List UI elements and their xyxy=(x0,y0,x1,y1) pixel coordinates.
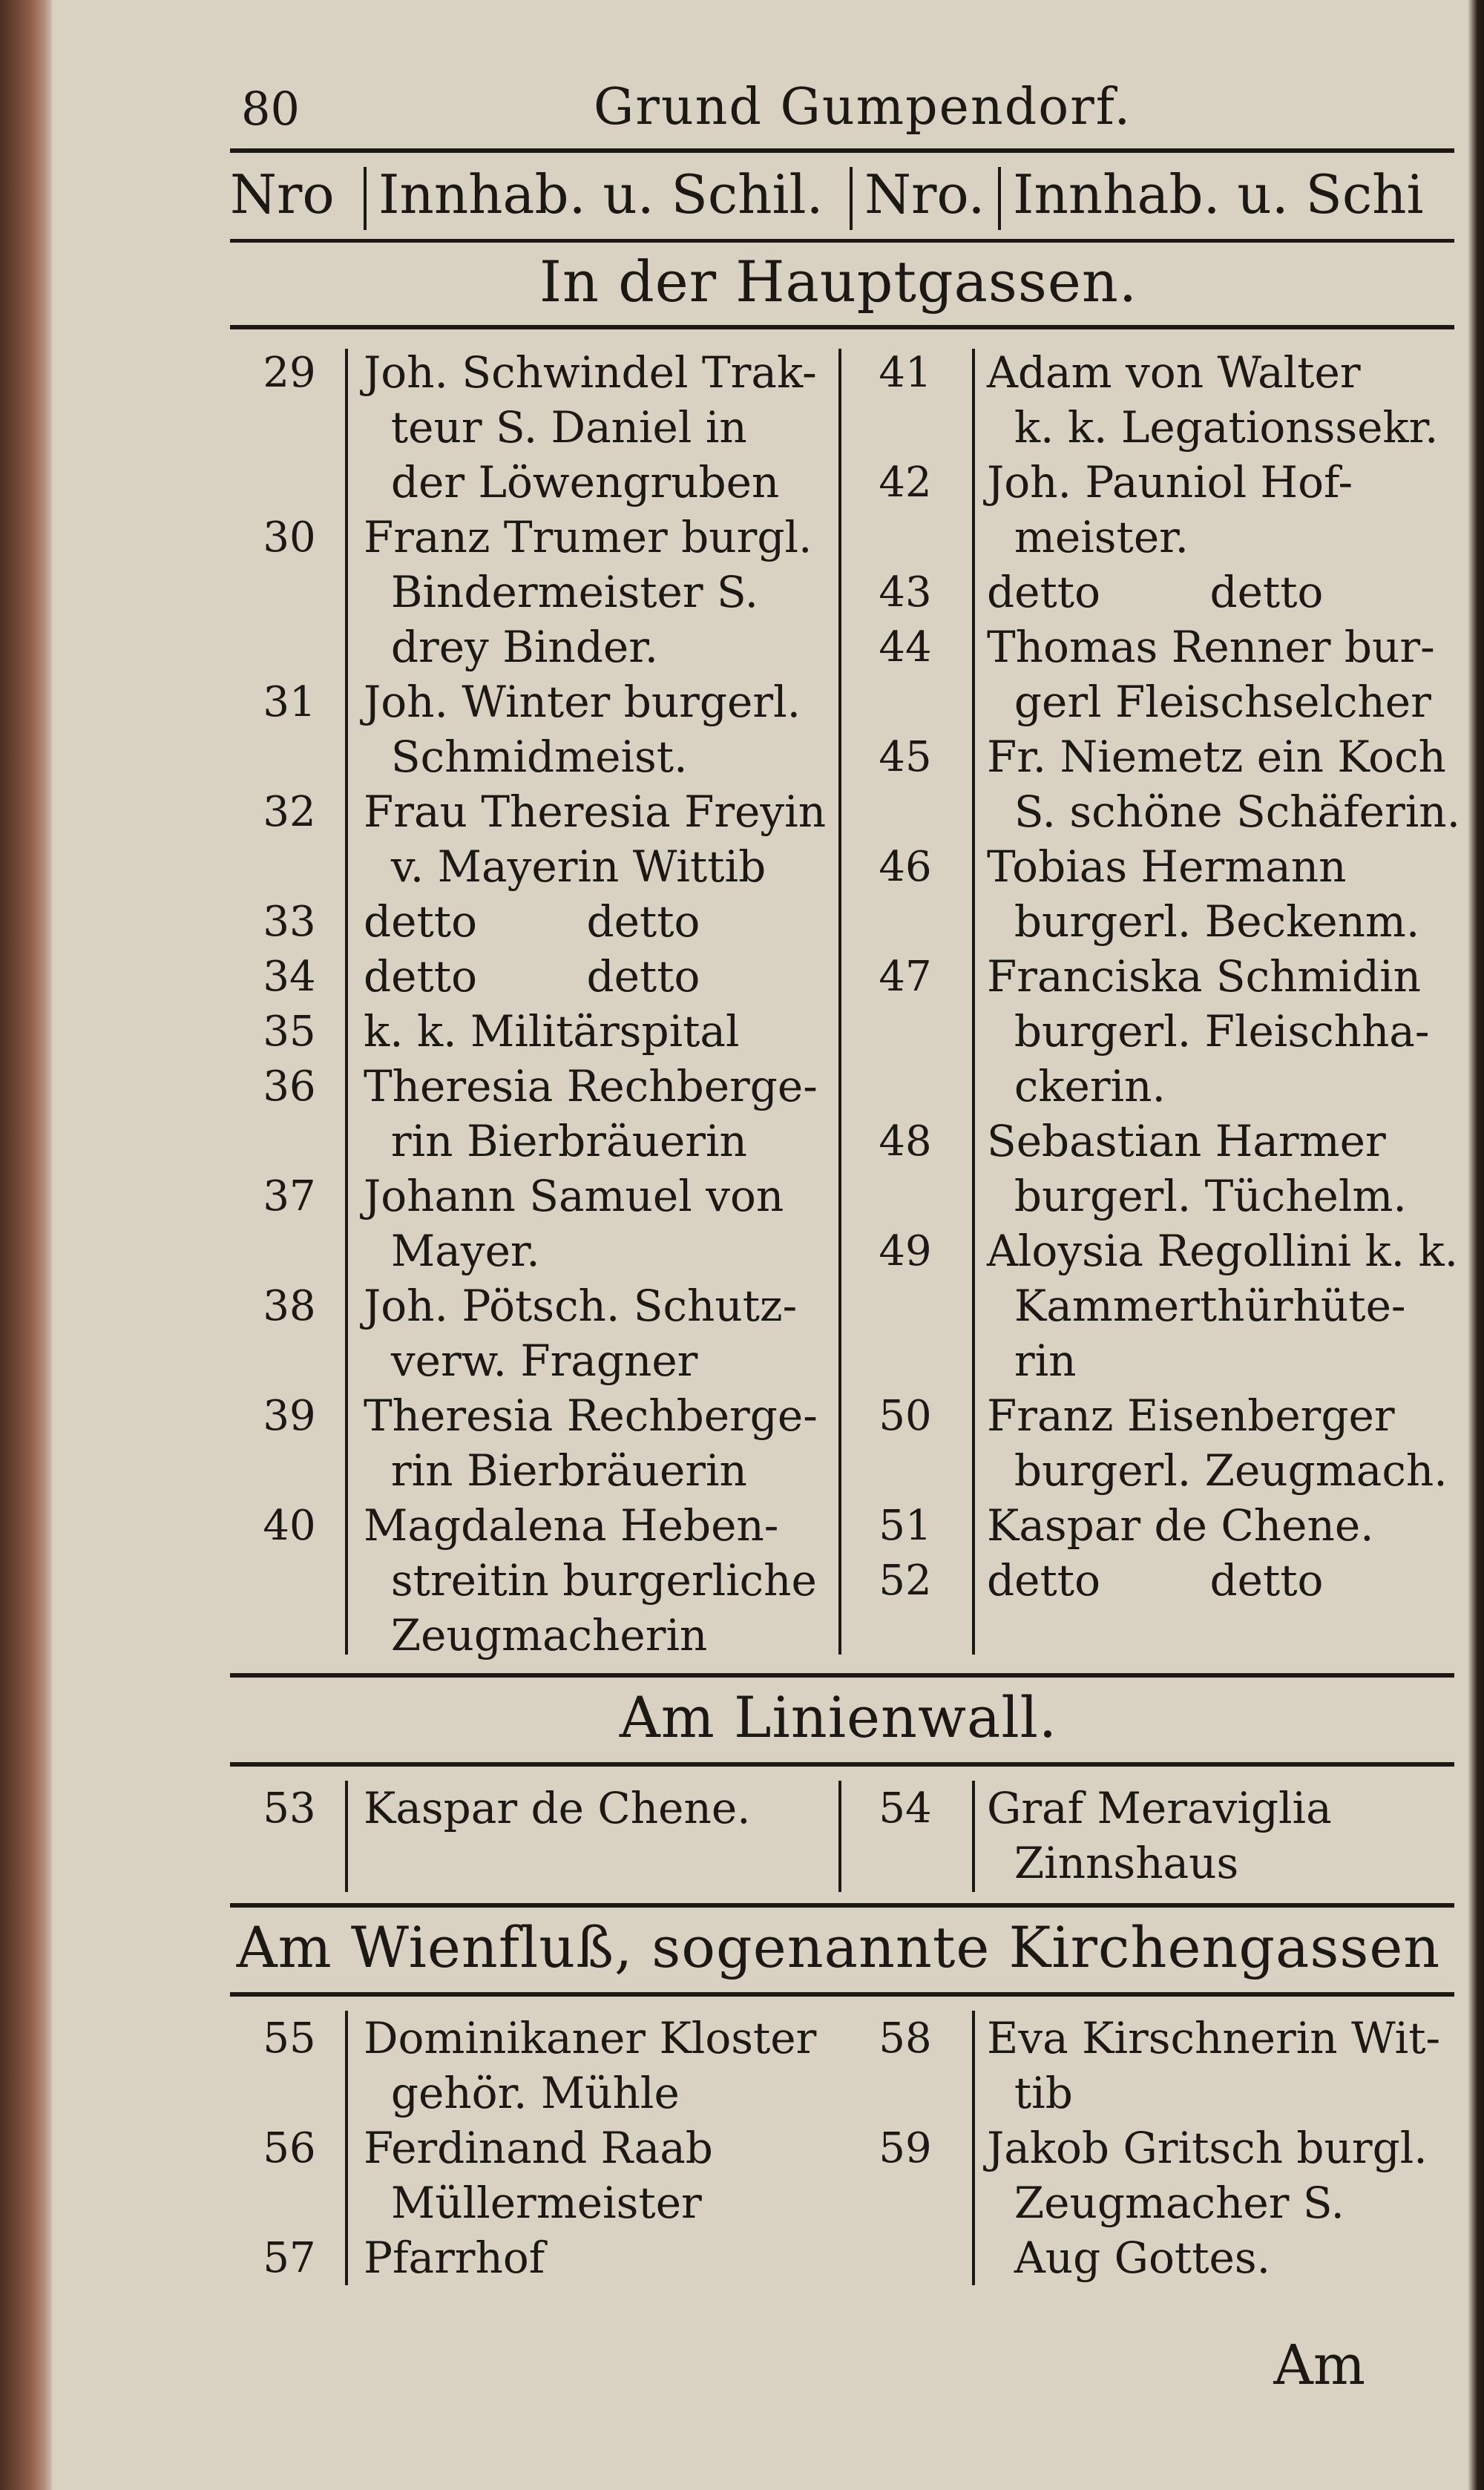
entry-text: Aloysia Regollini k. k. Kammerthürhüte- rin xyxy=(987,1226,1459,1386)
column-header-right-nr: Nro. xyxy=(864,163,985,226)
page-number: 80 xyxy=(241,82,300,136)
entry-text: k. k. Militärspital xyxy=(364,1006,740,1057)
entry-text: Tobias Hermann burgerl. Beckenm. xyxy=(987,841,1420,947)
section-rule xyxy=(230,1903,1454,1908)
house-number: 44 xyxy=(879,623,932,671)
column-divider xyxy=(345,2011,348,2285)
column-divider xyxy=(972,2011,975,2285)
house-number: 36 xyxy=(263,1062,316,1111)
house-number: 35 xyxy=(263,1008,316,1056)
house-number: 59 xyxy=(879,2124,932,2172)
house-number: 38 xyxy=(263,1282,316,1330)
house-number: 42 xyxy=(879,459,932,507)
entry-text: Eva Kirschnerin Wit- tib xyxy=(987,2013,1441,2118)
entry-text: Franz Trumer burgl. Bindermeister S. drey Binder. xyxy=(364,512,812,672)
entry-text: Franz Eisenberger burgerl. Zeugmach. xyxy=(987,1390,1448,1496)
entry-text: Joh. Winter burgerl. Schmidmeist. xyxy=(364,677,801,782)
section-rule xyxy=(230,1673,1454,1678)
house-number: 55 xyxy=(263,2014,316,2063)
entry-text: Joh. Schwindel Trak- teur S. Daniel in der Löwengruben xyxy=(364,347,817,507)
column-divider xyxy=(838,349,841,1655)
house-number: 39 xyxy=(263,1392,316,1440)
house-number: 45 xyxy=(879,733,932,781)
column-divider xyxy=(998,167,1001,230)
column-divider xyxy=(838,1781,841,1892)
entry-text: Franciska Schmidin burgerl. Fleischha- ckerin. xyxy=(987,951,1430,1111)
head-rule xyxy=(230,148,1454,153)
column-divider xyxy=(364,167,367,230)
entry-text: Kaspar de Chene. xyxy=(364,1783,751,1833)
house-number: 47 xyxy=(879,953,932,1001)
section-rule xyxy=(230,325,1454,329)
house-number: 37 xyxy=(263,1172,316,1221)
house-number: 58 xyxy=(879,2014,932,2063)
section-title: In der Hauptgassen. xyxy=(539,249,1137,315)
house-number: 56 xyxy=(263,2124,316,2172)
catchword: Am xyxy=(1273,2333,1365,2397)
entry-text: Dominikaner Kloster gehör. Mühle xyxy=(364,2013,817,2118)
section-title: Am Wienfluß, sogenannte Kirchengassen xyxy=(236,1914,1441,1980)
entry-text: Kaspar de Chene. xyxy=(987,1500,1374,1551)
house-number: 57 xyxy=(263,2234,316,2282)
house-number: 54 xyxy=(879,1784,932,1833)
entry-text: Jakob Gritsch burgl. Zeugmacher S. Aug Gottes. xyxy=(987,2123,1428,2283)
house-number: 40 xyxy=(263,1502,316,1550)
column-divider xyxy=(345,1781,348,1892)
house-number: 32 xyxy=(263,788,316,836)
column-header-rule xyxy=(230,239,1454,243)
column-divider xyxy=(972,1781,975,1892)
entry-text: Fr. Niemetz ein Koch S. schöne Schäferin. xyxy=(987,732,1461,837)
house-number: 50 xyxy=(879,1392,932,1440)
entry-text: Joh. Pötsch. Schutz- verw. Fragner xyxy=(364,1281,798,1386)
house-number: 48 xyxy=(879,1117,932,1166)
section-rule xyxy=(230,1762,1454,1767)
house-number: 29 xyxy=(263,349,316,397)
column-divider xyxy=(345,349,348,1655)
entry-text: Ferdinand Raab Müllermeister xyxy=(364,2123,713,2228)
house-number: 53 xyxy=(263,1784,316,1833)
house-number: 43 xyxy=(879,568,932,617)
section-title: Am Linienwall. xyxy=(619,1684,1058,1750)
column-header-right-owner: Innhab. u. Schi xyxy=(1013,163,1424,226)
house-number: 30 xyxy=(263,513,316,562)
house-number: 46 xyxy=(879,843,932,891)
entry-text: detto detto xyxy=(987,567,1324,617)
entry-text: Frau Theresia Freyin v. Mayerin Wittib xyxy=(364,786,827,892)
house-number: 51 xyxy=(879,1502,932,1550)
entry-text: detto detto xyxy=(364,951,700,1002)
page-edge xyxy=(1468,0,1484,2490)
entry-text: Theresia Rechberge- rin Bierbräuerin xyxy=(364,1061,818,1166)
house-number: 52 xyxy=(879,1557,932,1605)
entry-text: Joh. Pauniol Hof- meister. xyxy=(987,457,1353,562)
entry-text: Johann Samuel von Mayer. xyxy=(364,1171,784,1276)
column-divider xyxy=(972,349,975,1655)
house-number: 33 xyxy=(263,898,316,946)
entry-text: detto detto xyxy=(987,1555,1324,1606)
entry-text: Theresia Rechberge- rin Bierbräuerin xyxy=(364,1390,818,1496)
entry-text: Sebastian Harmer burgerl. Tüchelm. xyxy=(987,1116,1407,1221)
book-spine xyxy=(0,0,52,2490)
column-header-left-nr: Nro xyxy=(230,163,335,226)
entry-text: Pfarrhof xyxy=(364,2233,545,2283)
entry-text: detto detto xyxy=(364,896,700,947)
entry-text: Thomas Renner bur- gerl Fleischselcher xyxy=(987,622,1435,727)
page-content xyxy=(223,0,1461,2490)
running-head: Grund Gumpendorf. xyxy=(594,78,1132,137)
entry-text: Graf Meraviglia Zinnshaus xyxy=(987,1783,1332,1888)
column-header-left-owner: Innhab. u. Schil. xyxy=(378,163,824,226)
house-number: 31 xyxy=(263,678,316,726)
column-divider xyxy=(850,167,853,230)
entry-text: Magdalena Heben- streitin burgerliche Zeugmacherin xyxy=(364,1500,817,1660)
house-number: 49 xyxy=(879,1227,932,1275)
entry-text: Adam von Walter k. k. Legationssekr. xyxy=(987,347,1439,453)
house-number: 34 xyxy=(263,953,316,1001)
house-number: 41 xyxy=(879,349,932,397)
running-head-row xyxy=(223,74,1454,156)
section-rule xyxy=(230,1992,1454,1997)
